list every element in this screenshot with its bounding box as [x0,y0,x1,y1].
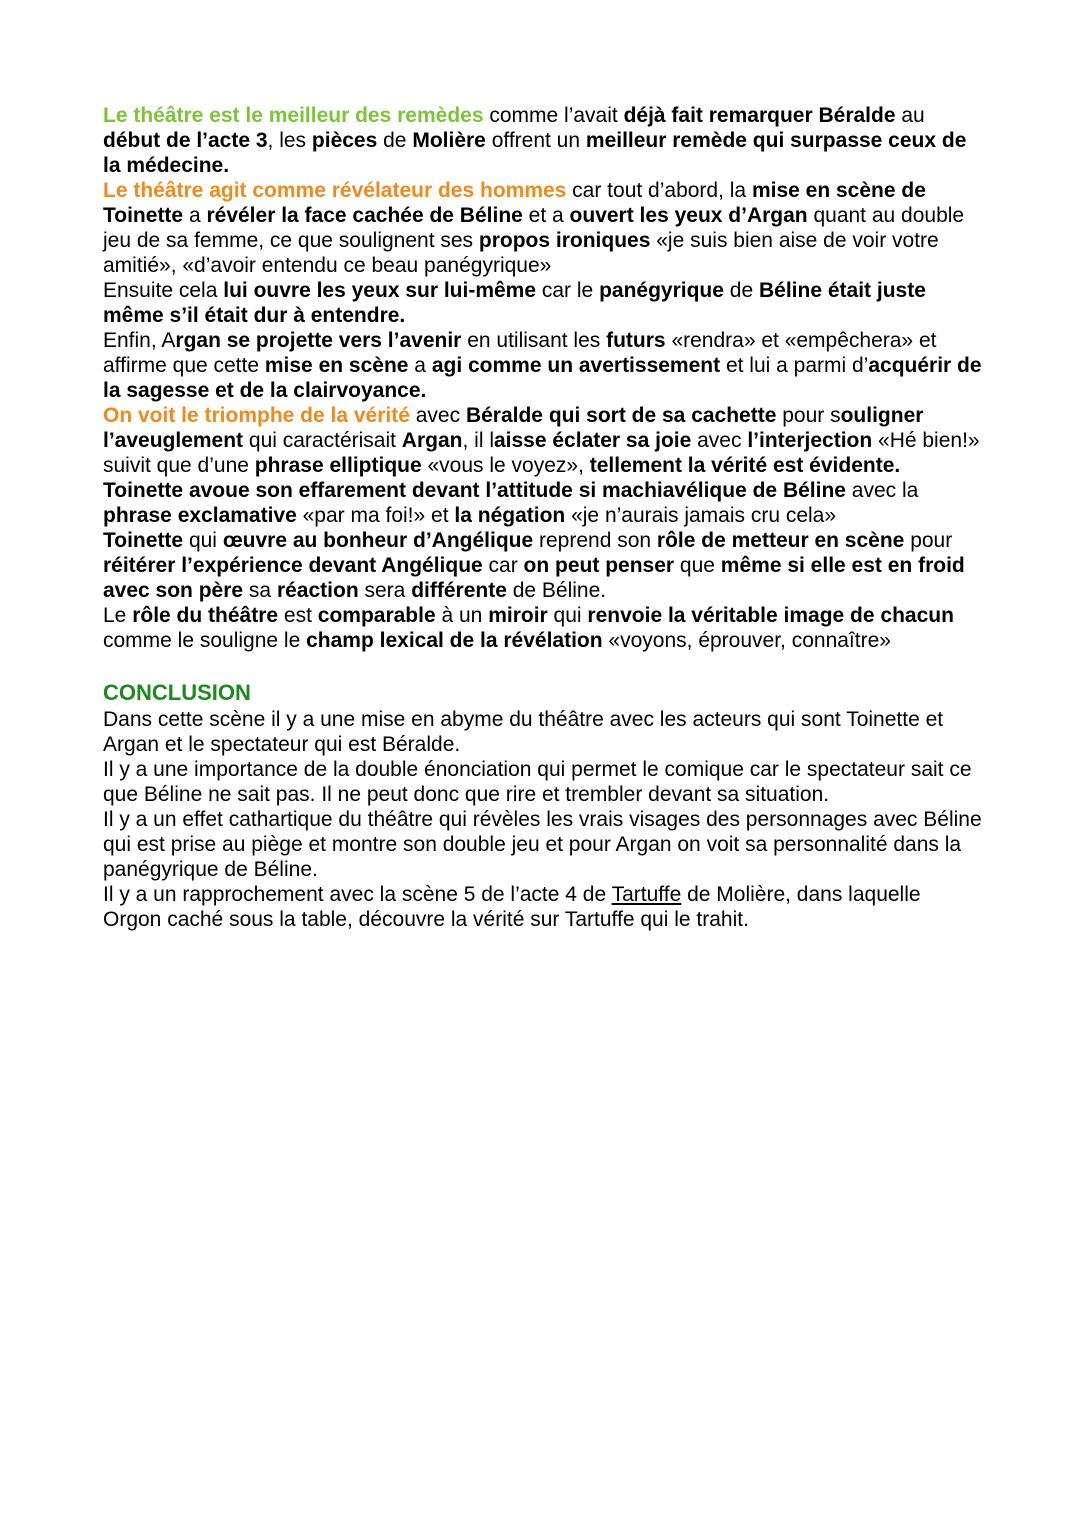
text-run: au [895,104,925,127]
text-run: même si elle est en froid avec son père [103,554,965,602]
text-run: offrent un [485,129,586,152]
text-run: Béralde qui sort de sa cachette [465,404,777,427]
analysis-paragraph [103,328,983,403]
text-run: rôle de metteur en scène [656,529,905,552]
text-run: reprend son [533,529,657,552]
text-run: aisse éclater sa joie [493,429,692,452]
text-run: ouvert les yeux d’Argan [569,204,808,227]
text-run: phrase elliptique [254,454,422,477]
text-run: différente [411,579,507,602]
analysis-paragraph [103,403,983,478]
text-run: pour s [776,404,841,427]
text-run: Il y a un rapprochement avec la scène 5 de l’acte 4 de [103,883,612,906]
text-run: Béline était juste même s’il était dur à entendre. [103,279,926,327]
text-run: propos ironiques [478,229,651,252]
text-run: œuvre au bonheur d’Angélique [222,529,534,552]
analysis-paragraph [103,478,983,528]
text-run: futurs [606,329,666,352]
text-run: Il y a une importance de la double énonciation qui permet le comique car le spectateur sait ce que Béline ne sait pas. Il ne peut donc que rire et trembler devant sa situation. [103,758,972,806]
analysis-paragraph [103,178,983,278]
text-run: tellement la vérité est évidente. [589,454,901,477]
text-run: Molière [412,129,486,152]
document-page [103,103,983,932]
conclusion-paragraph [103,757,983,807]
text-run: Il y a un effet cathartique du théâtre qui révèles les vrais visages des personnages avec Béline qui est prise au piège et montre son double jeu et pour Argan on voit sa personnalité dans la panégyrique de Béline. [103,808,982,881]
highlight-phrase: Le théâtre est le meilleur des remèdes [103,104,484,127]
text-run: on peut penser [523,554,675,577]
text-run: avec [691,429,748,452]
text-run: meilleur remède qui surpasse ceux de la médecine. [103,129,967,177]
text-run: sa [243,579,277,602]
analysis-paragraph [103,103,983,178]
text-run: car [482,554,524,577]
text-run: pièces [311,129,378,152]
text-run: , il l [462,429,494,452]
text-run: début de l’acte 3 [103,129,268,152]
text-run: réitérer l’expérience devant Angélique [103,554,483,577]
text-run: car le [536,279,600,302]
text-run: champ lexical de la révélation [306,629,603,652]
text-run: «je n’aurais jamais cru cela» [565,504,837,527]
text-run: lui ouvre les yeux sur lui-même [223,279,537,302]
conclusion-section [103,707,983,932]
section-spacer [103,653,983,679]
text-run: de Béline. [506,579,607,602]
text-run: de [723,279,759,302]
text-run: Enfin, A [103,329,176,352]
text-run: et lui a parmi d’ [720,354,869,377]
text-run: Argan [401,429,463,452]
text-run: comme le souligne le [103,629,307,652]
text-run: est [278,604,318,627]
text-run: rôle du théâtre [132,604,279,627]
text-run: qui caractérisait [243,429,402,452]
text-run: , les [267,129,312,152]
text-run: Le [103,604,133,627]
text-run: qui [183,529,223,552]
text-run: de Molière, dans laquelle Orgon caché sous la table, découvre la vérité sur Tartuffe qui le trahit. [103,883,921,931]
analysis-section [103,103,983,653]
work-title: Tartuffe [611,883,682,906]
highlight-phrase: On voit le triomphe de la vérité [103,404,410,427]
text-run: déjà fait remarquer Béralde [623,104,896,127]
text-run: «Hé bien!» suivit que d’une [103,429,980,477]
text-run: a [183,204,207,227]
text-run: agi comme un avertissement [431,354,721,377]
text-run: panégyrique [599,279,724,302]
text-run: miroir [488,604,548,627]
conclusion-paragraph [103,882,983,932]
text-run: renvoie la véritable image de chacun [587,604,954,627]
text-run: en utilisant les [461,329,607,352]
text-run: la négation [454,504,566,527]
text-run: révéler la face cachée de Béline [206,204,523,227]
text-run: mise en scène de Toinette [103,179,926,227]
text-run: réaction [276,579,359,602]
text-run: «voyons, éprouver, connaître» [602,629,891,652]
text-run: quant au double jeu de sa femme, ce que soulignent ses [103,204,965,252]
text-run: Ensuite cela [103,279,224,302]
conclusion-paragraph [103,707,983,757]
text-run: ouligner l’aveuglement [103,404,924,452]
text-run: sera [358,579,412,602]
text-run: «vous le voyez», [421,454,590,477]
text-run: l’interjection [747,429,873,452]
text-run: «je suis bien aise de voir votre amitié», «d’avoir entendu ce beau panégyrique» [103,229,939,277]
text-run: acquérir de la sagesse et de la clairvoyance. [103,354,982,402]
text-run: «par ma foi!» et [296,504,455,527]
text-run: pour [904,529,953,552]
text-run: mise en scène [264,354,409,377]
text-run: Toinette [103,529,184,552]
analysis-paragraph [103,278,983,328]
text-run: car tout d’abord, la [566,179,752,202]
text-run: avec la [845,479,919,502]
text-run: Toinette avoue son effarement devant l’attitude si machiavélique de Béline [103,479,846,502]
analysis-paragraph [103,603,983,653]
text-run: de [377,129,413,152]
text-run: comparable [317,604,436,627]
text-run: et a [522,204,570,227]
text-run: comme l’avait [483,104,624,127]
text-run: a [408,354,432,377]
text-run: rgan se projette vers l’avenir [175,329,462,352]
conclusion-paragraph [103,807,983,882]
highlight-phrase: Le théâtre agit comme révélateur des hommes [103,179,567,202]
text-run: Dans cette scène il y a une mise en abyme du théâtre avec les acteurs qui sont Toinette et Argan et le spectateur qui est Béralde. [103,708,944,756]
text-run: «rendra» et «empêchera» et affirme que cette [103,329,937,377]
text-run: qui [547,604,588,627]
conclusion-heading: CONCLUSION [103,680,251,705]
text-run: que [674,554,721,577]
text-run: à un [435,604,489,627]
text-run: avec [409,404,466,427]
analysis-paragraph [103,528,983,603]
text-run: phrase exclamative [103,504,297,527]
